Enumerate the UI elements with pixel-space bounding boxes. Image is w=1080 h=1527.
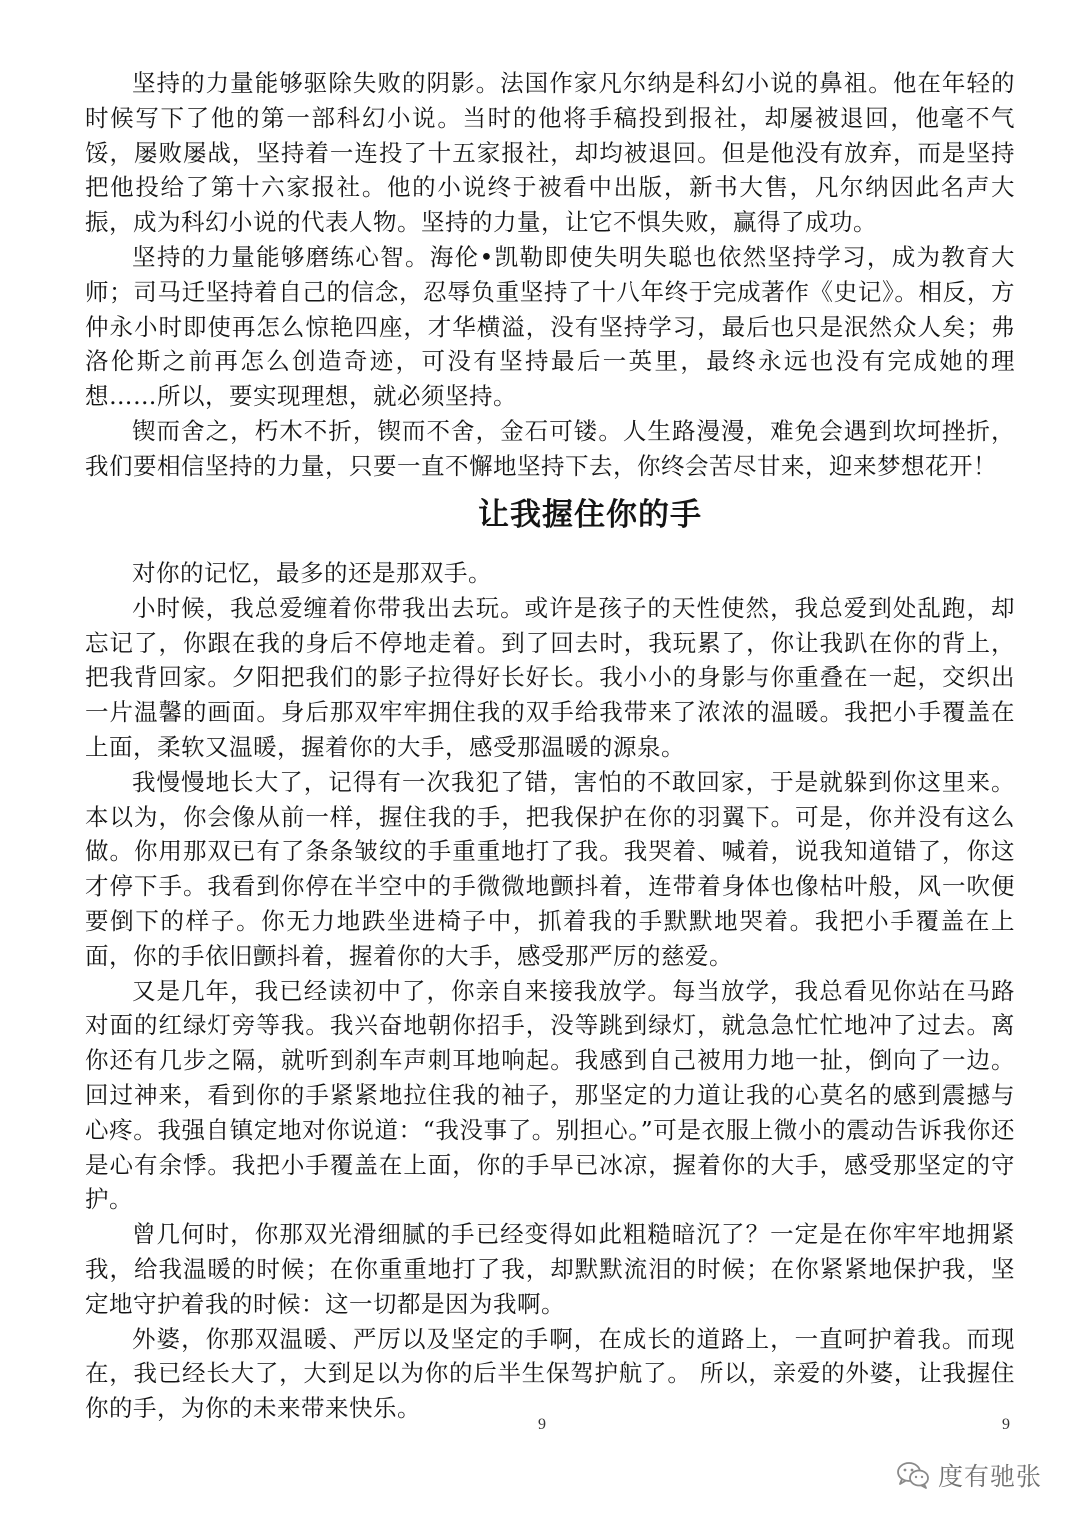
page-number-right: 9: [1002, 1416, 1010, 1433]
paragraph: 我慢慢地长大了，记得有一次我犯了错，害怕的不敢回家，于是就躲到你这里来。本以为，你会像从前一样，握住我的手，把我保护在你的羽翼下。可是，你并没有这么做。你用那双已有了条条皱纹的手重重地打了我。我哭着、喊着，说我知道错了，你这才停下手。我看到你停在半空中的手微微地颤抖着，连带着身体也像枯叶般，风一吹便要倒下的样子。你无力地跌坐进椅子中，抓着我的手默默地哭着。我把小手覆盖在上面，你的手依旧颤抖着，握着你的大手，感受那严厉的慈爱。: [85, 767, 1015, 970]
paragraph: 对你的记忆，最多的还是那双手。: [132, 559, 492, 587]
essay-body: [85, 556, 1015, 1426]
essay-title: 让我握住你的手: [478, 497, 702, 533]
paragraph: 又是几年，我已经读初中了，你亲自来接我放学。每当放学，我总看见你站在马路对面的红绿灯旁等我。我兴奋地朝你招手，没等跳到绿灯，就急急忙忙地冲了过去。离你还有几步之隔，就听到刹车声刺耳地响起。我感到自己被用力地一扯，倒向了一边。回过神来，看到你的手紧紧地拉住我的袖子，那坚定的力道让我的心莫名的感到震撼与心疼。我强自镇定地对你说道：“我没事了。别担心。”可是衣服上微小的震动告诉我你还是心有余悸。我把小手覆盖在上面，你的手早已冰凉，握着你的大手，感受那坚定的守护。: [85, 976, 1015, 1214]
paragraph: 坚持的力量能够磨练心智。海伦•凯勒即使失明失聪也依然坚持学习，成为教育大师；司马迁坚持着自己的信念，忍辱负重坚持了十八年终于完成著作《史记》。相反，方仲永小时即使再怎么惊艳四座，才华横溢，没有坚持学习，最后也只是泯然众人矣；弗洛伦斯之前再怎么创造奇迹，可没有坚持最后一英里，最终永远也没有完成她的理想……所以，要实现理想，就必须坚持。: [85, 242, 1015, 411]
watermark-text: 度有驰张: [937, 1462, 1042, 1491]
account-watermark: [896, 1455, 1042, 1495]
wechat-icon: [896, 1461, 930, 1489]
essay-conclusion-section: [85, 66, 1015, 484]
page-number: 9: [538, 1416, 546, 1433]
paragraph: 曾几何时，你那双光滑细腻的手已经变得如此粗糙暗沉了？一定是在你牢牢地拥紧我，给我温暖的时候；在你重重地打了我，却默默流泪的时候；在你紧紧地保护我，坚定地守护着我的时候：这一切都是因为我啊。: [85, 1220, 1015, 1318]
paragraph: 坚持的力量能够驱除失败的阴影。法国作家凡尔纳是科幻小说的鼻祖。他在年轻的时候写下了他的第一部科幻小说。当时的他将手稿投到报社，却屡被退回，他毫不气馁，屡败屡战，坚持着一连投了十五家报社，却均被退回。但是他没有放弃，而是坚持把他投给了第十六家报社。他的小说终于被看中出版，新书大售，凡尔纳因此名声大振，成为科幻小说的代表人物。坚持的力量，让它不惧失败，赢得了成功。: [85, 69, 1015, 237]
paragraph: 小时候，我总爱缠着你带我出去玩。或许是孩子的天性使然，我总爱到处乱跑，却忘记了，你跟在我的身后不停地走着。到了回去时，我玩累了，你让我趴在你的背上，把我背回家。夕阳把我们的影子拉得好长好长。我小小的身影与你重叠在一起，交织出一片温馨的画面。身后那双牢牢拥住我的双手给我带来了浓浓的温暖。我把小手覆盖在上面，柔软又温暖，握着你的大手，感受那温暖的源泉。: [85, 593, 1015, 761]
paragraph: 外婆，你那双温暖、严厉以及坚定的手啊，在成长的道路上，一直呵护着我。而现在，我已经长大了，大到足以为你的后半生保驾护航了。 所以，亲爱的外婆，让我握住你的手，为你的未来带来快乐。: [85, 1324, 1015, 1423]
paragraph: 锲而舍之，朽木不折，锲而不舍，金石可镂。人生路漫漫，难免会遇到坎坷挫折，我们要相信坚持的力量，只要一直不懈地坚持下去，你终会苦尽甘来，迎来梦想花开！: [85, 416, 1015, 480]
